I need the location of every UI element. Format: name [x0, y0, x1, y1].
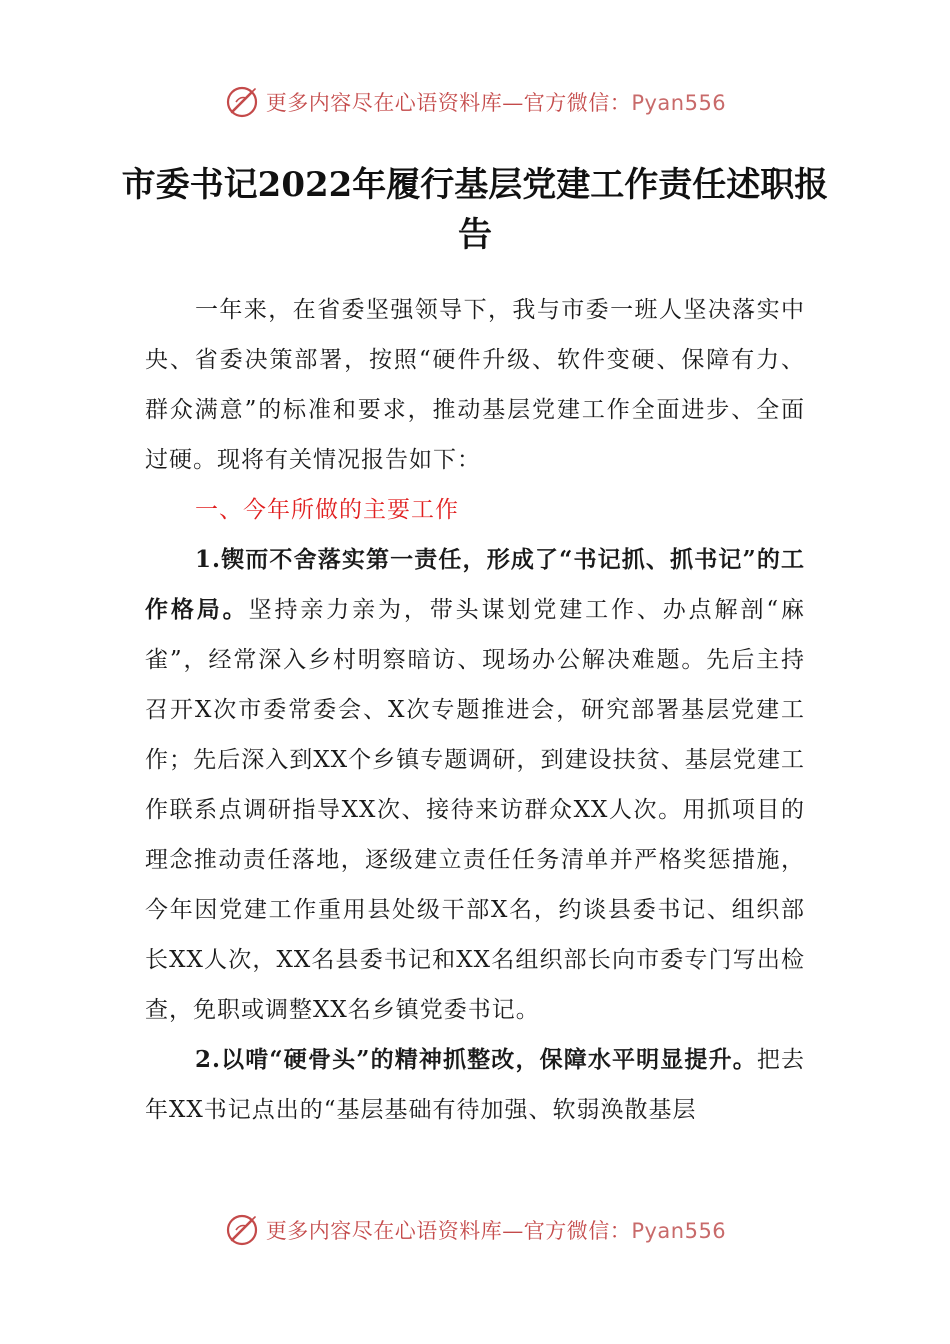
watermark-id: Pyan556	[631, 1219, 727, 1243]
paragraph-2	[145, 1035, 805, 1135]
intro-paragraph: 一年来，在省委坚强领导下，我与市委一班人坚决落实中央、省委决策部署，按照“硬件升级、软件变硬、保障有力、群众满意”的标准和要求，推动基层党建工作全面进步、全面过硬。现将有关情况报告如下：	[145, 297, 805, 473]
paragraph-2-lead: 2.以啃“硬骨头”的精神抓整改，保障水平明显提升。	[195, 1046, 757, 1073]
watermark-text: 更多内容尽在心语资料库—官方微信：	[265, 1219, 632, 1243]
watermark-logo-icon	[224, 84, 260, 120]
watermark-text: 更多内容尽在心语资料库—官方微信：	[265, 91, 632, 115]
watermark-id: Pyan556	[631, 91, 727, 115]
document-title: 市委书记2022年履行基层党建工作责任述职报告	[121, 165, 829, 255]
section-heading-1: 一、今年所做的主要工作	[195, 497, 459, 523]
watermark-logo-icon	[224, 1212, 260, 1248]
paragraph-1	[145, 535, 805, 1035]
watermark-footer	[0, 1208, 950, 1252]
paragraph-2-body: 把去年XX书记点出的“基层基础有待加强、软弱涣散基层	[145, 1047, 805, 1123]
paragraph-1-lead: 1.锲而不舍落实第一责任，形成了“书记抓、抓书记”的工作格局。	[145, 546, 805, 623]
watermark-header	[0, 80, 950, 124]
paragraph-1-body: 坚持亲力亲为，带头谋划党建工作、办点解剖“麻雀”，经常深入乡村明察暗访、现场办公解决难题。先后主持召开X次市委常委会、X次专题推进会，研究部署基层党建工作；先后深入到XX个乡镇专题调研，到建设扶贫、基层党建工作联系点调研指导XX次、接待来访群众XX人次。用抓项目的理念推动责任落地，逐级建立责任任务清单并严格奖惩措施，今年因党建工作重用县处级干部X名，约谈县委书记、组织部长XX人次，XX名县委书记和XX名组织部长向市委专门写出检查，免职或调整XX名乡镇党委书记。	[145, 597, 805, 1023]
document-body	[145, 285, 805, 1135]
